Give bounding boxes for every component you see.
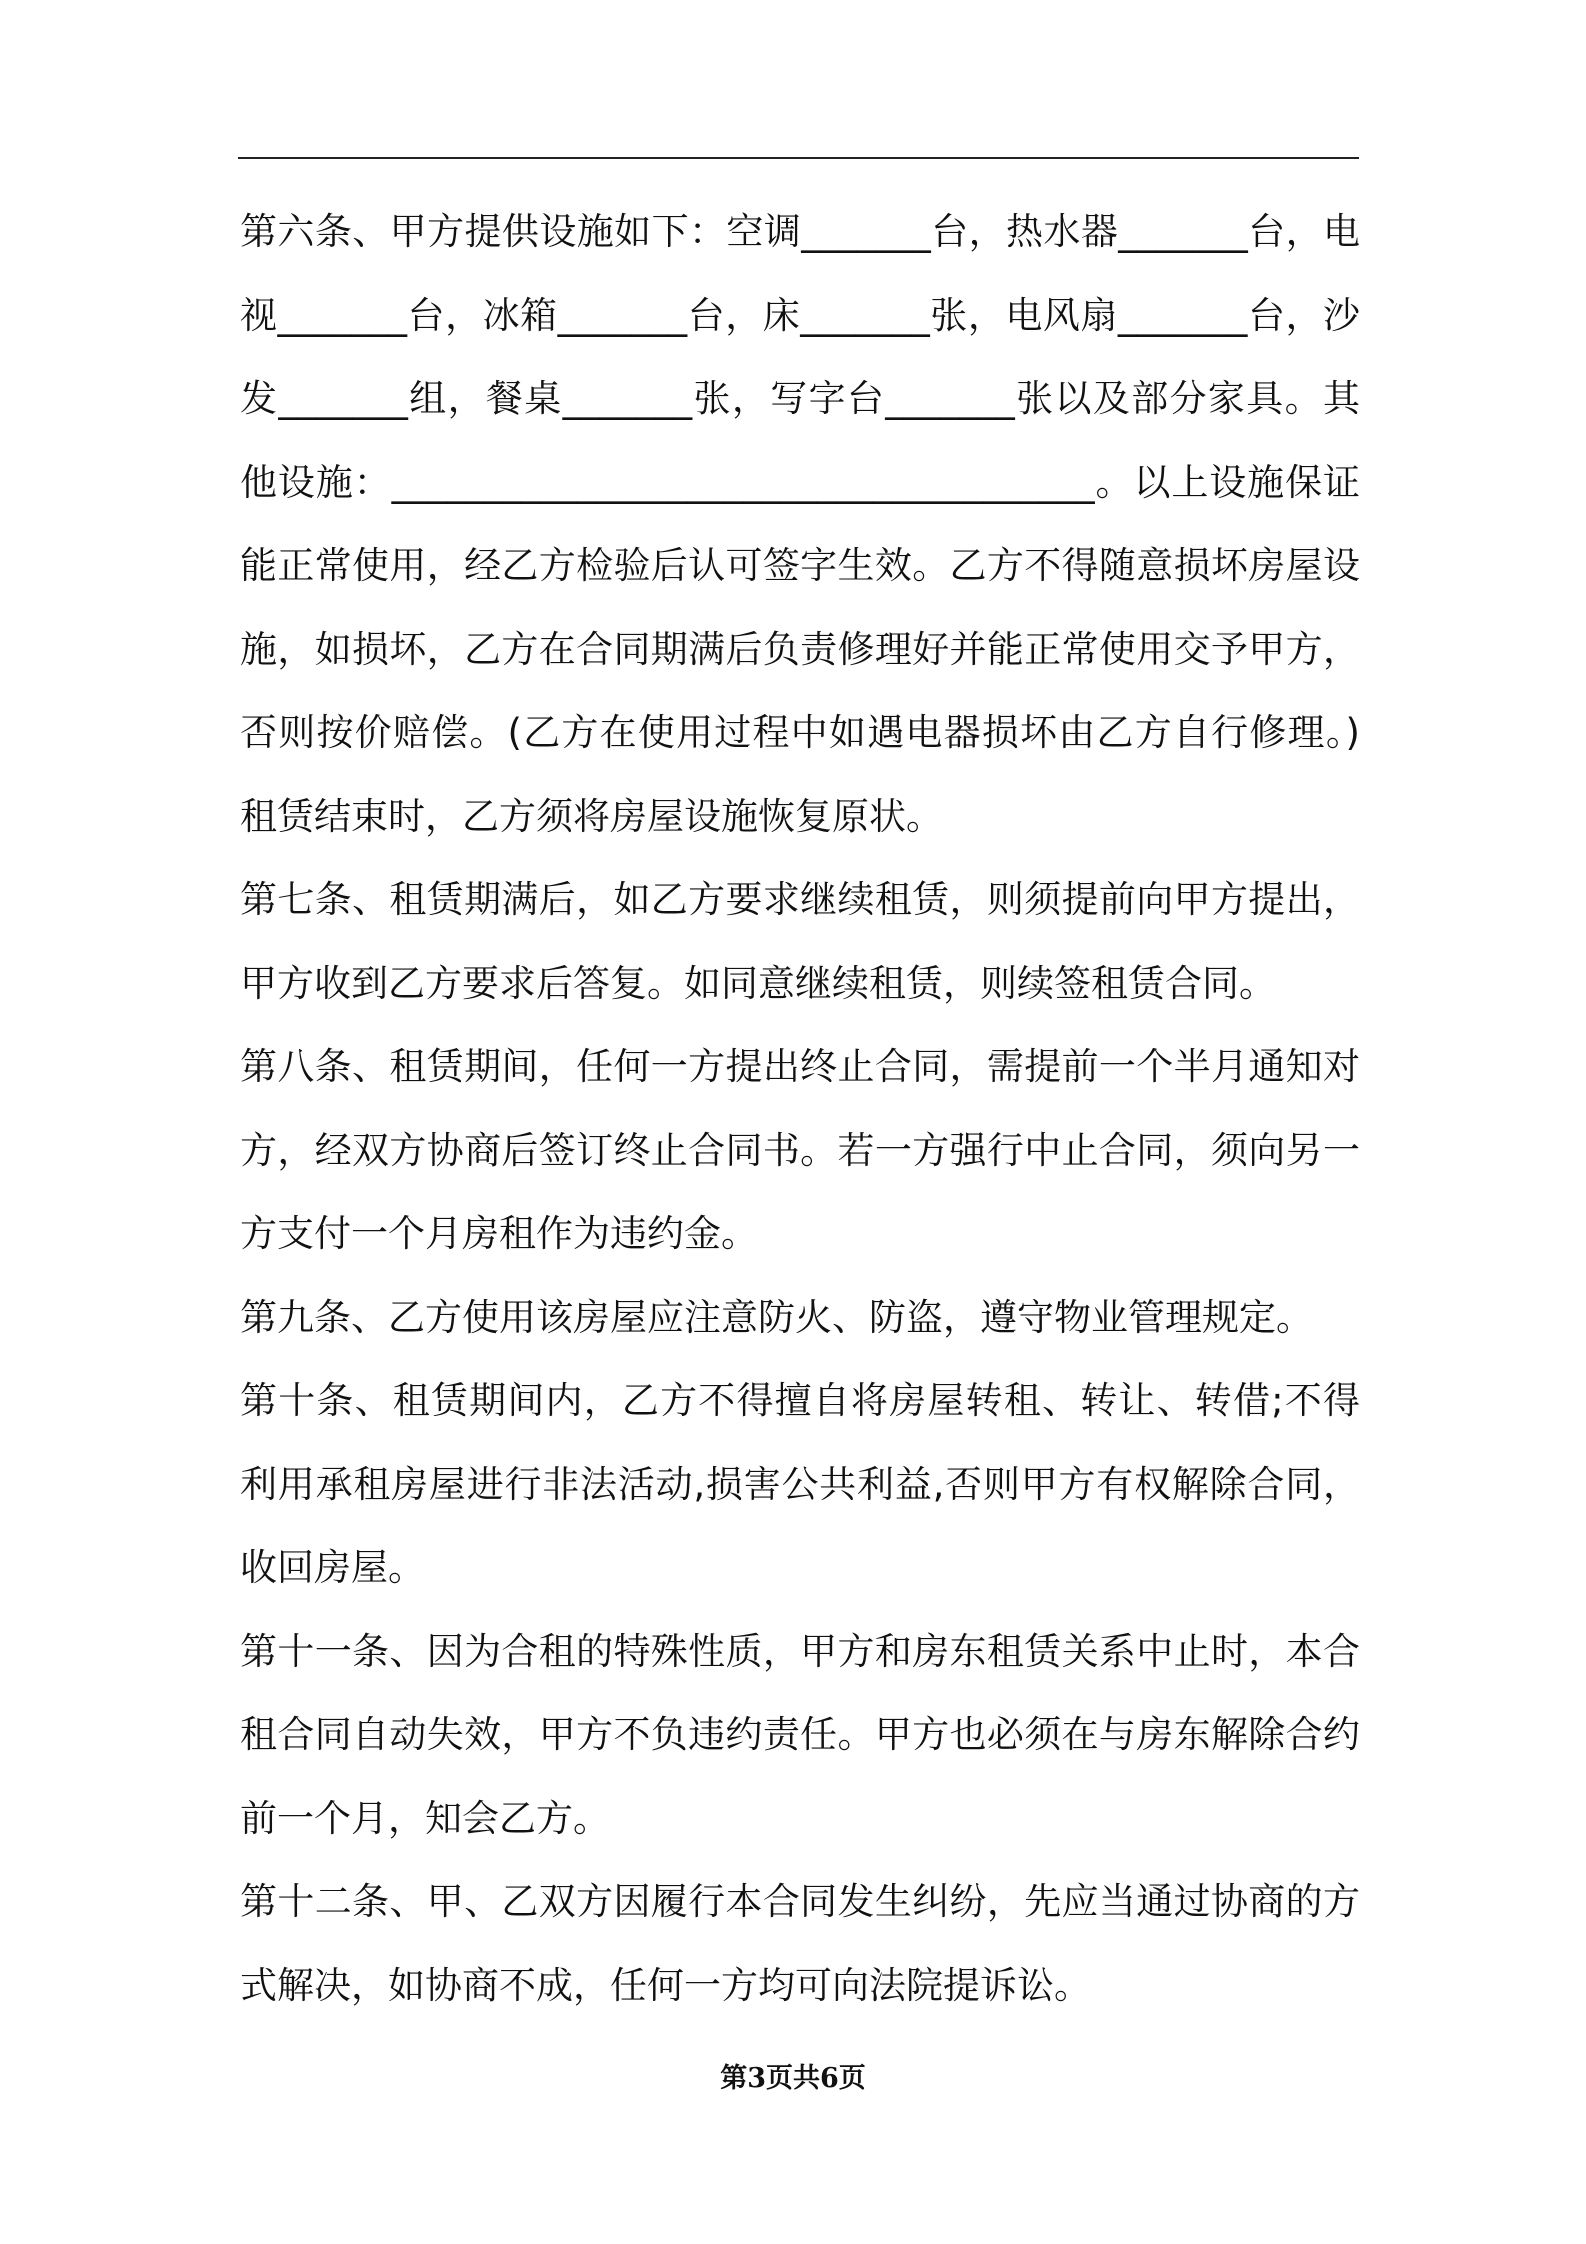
header-divider xyxy=(238,157,1359,159)
clause-6: 第六条、甲方提供设施如下：空调_______台，热水器_______台，电视_______台，冰箱_______台，床_______张，电风扇_______台，沙发_______组，餐桌_______张，写字台_______张以及部分家具。其他设施：______________________________________。以上设施保证能正常使用，经乙方检验后认可签字生效。乙方不得随意损坏房屋设施，如损坏，乙方在合同期满后负责修理好并能正常使用交予甲方，否则按价赔偿。(乙方在使用过程中如遇电器损坏由乙方自行修理。)租赁结束时，乙方须将房屋设施恢复原状。 xyxy=(240,210,1360,838)
clause-9: 第九条、乙方使用该房屋应注意防火、防盗，遵守物业管理规定。 xyxy=(240,1295,1313,1339)
clause-8: 第八条、租赁期间，任何一方提出终止合同，需提前一个半月通知对方，经双方协商后签订终止合同书。若一方强行中止合同，须向另一方支付一个月房租作为违约金。 xyxy=(240,1045,1360,1255)
clause-7: 第七条、租赁期满后，如乙方要求继续租赁，则须提前向甲方提出，甲方收到乙方要求后答复。如同意继续租赁，则续签租赁合同。 xyxy=(240,878,1360,1005)
page-number: 第3页共6页 xyxy=(720,2063,866,2094)
clause-10: 第十条、租赁期间内，乙方不得擅自将房屋转租、转让、转借;不得利用承租房屋进行非法活动,损害公共利益,否则甲方有权解除合同，收回房屋。 xyxy=(240,1379,1360,1589)
clause-12: 第十二条、甲、乙双方因履行本合同发生纠纷，先应当通过协商的方式解决，如协商不成，任何一方均可向法院提诉讼。 xyxy=(240,1880,1360,2007)
clause-11: 第十一条、因为合租的特殊性质，甲方和房东租赁关系中止时，本合租合同自动失效，甲方不负违约责任。甲方也必须在与房东解除合约前一个月，知会乙方。 xyxy=(240,1629,1360,1840)
document-body xyxy=(240,190,1360,2027)
